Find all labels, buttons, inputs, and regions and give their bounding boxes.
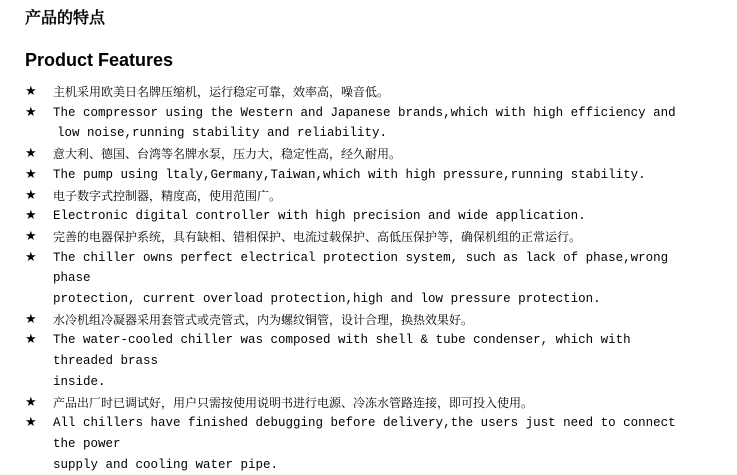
- feature-item: [0, 227, 698, 248]
- feature-text-continuation: inside.: [53, 374, 106, 389]
- star-bullet-icon: ★: [25, 415, 37, 431]
- feature-item: [0, 393, 698, 414]
- star-bullet-icon: ★: [25, 146, 37, 162]
- feature-text: The compressor using the Western and Japanese brands,which with high efficiency and: [53, 105, 676, 120]
- feature-text: All chillers have finished debugging before delivery,the users just need to connect the power: [53, 416, 676, 451]
- star-bullet-icon: ★: [25, 187, 37, 203]
- feature-text: 完善的电器保护系统，具有缺相、错相保护、电流过载保护、高低压保护等，确保机组的正常运行。: [53, 229, 582, 244]
- star-bullet-icon: ★: [25, 311, 37, 327]
- feature-item: [0, 330, 698, 392]
- feature-item: [0, 165, 698, 186]
- star-bullet-icon: ★: [25, 332, 37, 348]
- feature-text: The chiller owns perfect electrical protection system, such as lack of phase,wrong phase: [53, 250, 669, 286]
- star-bullet-icon: ★: [25, 208, 37, 224]
- feature-text-continuation: supply and cooling water pipe.: [53, 457, 279, 472]
- feature-text: The water-cooled chiller was composed with shell & tube condenser, which with threaded brass: [53, 333, 631, 369]
- star-bullet-icon: ★: [25, 104, 37, 120]
- feature-text: 电子数字式控制器，精度高，使用范围广。: [53, 188, 282, 203]
- star-bullet-icon: ★: [25, 249, 37, 265]
- star-bullet-icon: ★: [25, 228, 37, 244]
- feature-text: The pump using ltaly,Germany,Taiwan,which with high pressure,running stability.: [53, 167, 646, 182]
- star-bullet-icon: ★: [25, 84, 37, 99]
- feature-item: [0, 310, 698, 331]
- feature-text: Electronic digital controller with high precision and wide application.: [53, 209, 586, 224]
- feature-item: [0, 144, 698, 165]
- feature-item: [0, 248, 698, 310]
- feature-item: [0, 103, 698, 144]
- star-bullet-icon: ★: [25, 394, 37, 410]
- star-bullet-icon: ★: [25, 166, 37, 182]
- feature-text-continuation: protection, current overload protection,high and low pressure protection.: [53, 292, 601, 307]
- page-title-english: Product Features: [25, 50, 174, 70]
- feature-text: 产品出厂时已调试好，用户只需按使用说明书进行电源、冷冻水管路连接，即可投入使用。: [53, 395, 534, 410]
- feature-text: 水冷机组冷凝器采用套管式或壳管式，内为螺纹铜管，设计合理，换热效果好。: [53, 312, 474, 327]
- feature-item: [0, 206, 698, 227]
- page-title-chinese: 产品的特点: [25, 8, 106, 27]
- feature-item: [0, 186, 698, 207]
- feature-text: 意大利、德国、台湾等名牌水泵，压力大，稳定性高，经久耐用。: [53, 147, 402, 162]
- feature-text-continuation: low noise,running stability and reliability.: [57, 126, 388, 141]
- feature-list: [0, 82, 737, 475]
- feature-item: [0, 82, 698, 103]
- feature-text: 主机采用欧美日名牌压缩机，运行稳定可靠，效率高，噪音低。: [53, 85, 390, 99]
